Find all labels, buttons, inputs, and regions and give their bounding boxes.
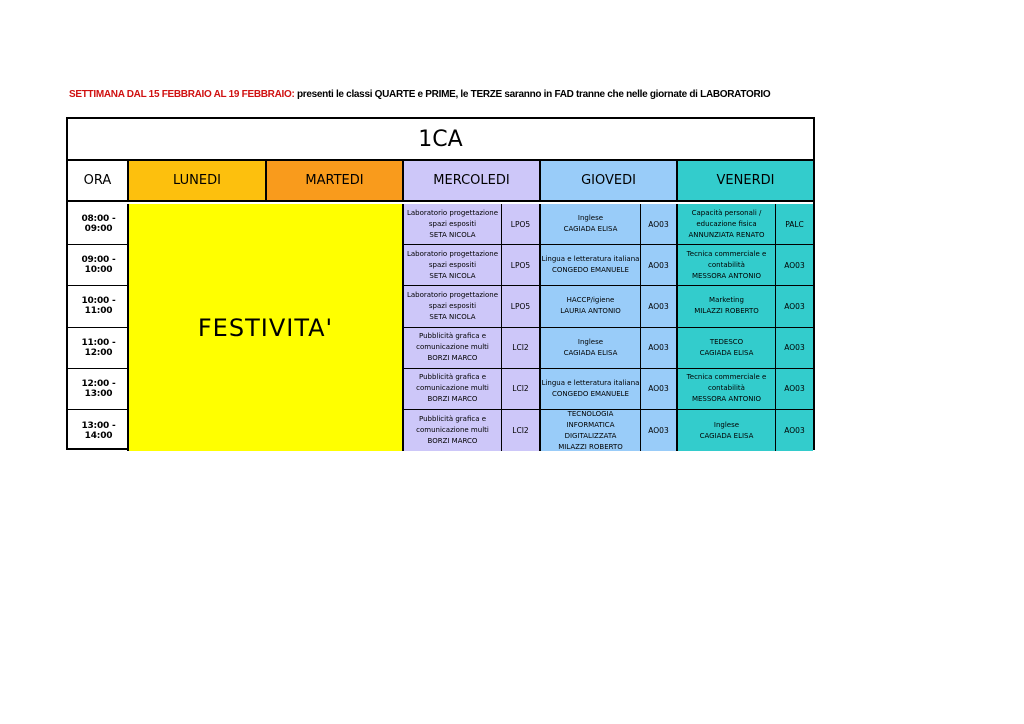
lesson-line: INFORMATICA [566, 420, 615, 429]
lesson-line: SETA NICOLA [429, 230, 476, 239]
lesson-line: Laboratorio progettazione [406, 249, 499, 258]
lesson-line: comunicazione multi [416, 343, 489, 352]
week-notice-dates: SETTIMANA DAL 15 FEBBRAIO AL 19 FEBBRAIO: [69, 89, 295, 100]
lesson-line: contabilità [708, 260, 745, 269]
lesson-line: Tecnica commerciale e [686, 373, 767, 382]
lesson-line: spazi espositi [428, 219, 477, 228]
festivita-block: FESTIVITA' [129, 204, 404, 451]
lesson-line: comunicazione multi [416, 384, 489, 393]
day-header-mercoledi: MERCOLEDI [404, 161, 541, 202]
lesson-room: AO03 [641, 369, 678, 410]
lesson-line: MESSORA ANTONIO [691, 271, 762, 280]
lesson-subject [404, 410, 502, 451]
lesson-line: Lingua e letteratura italiana [541, 378, 640, 387]
lesson-line: LAURIA ANTONIO [560, 307, 621, 316]
lesson-line: BORZI MARCO [427, 354, 478, 363]
lesson-room: LPO5 [502, 204, 541, 245]
lesson-line: MESSORA ANTONIO [691, 395, 762, 404]
lesson-room: LPO5 [502, 245, 541, 286]
day-header-giovedi: GIOVEDI [541, 161, 678, 202]
lesson-subject [678, 204, 776, 245]
lesson-line: CONGEDO EMANUELE [552, 389, 629, 398]
lesson-subject [678, 410, 776, 451]
lesson-subject [541, 245, 641, 286]
lesson-line: TEDESCO [709, 337, 744, 346]
lesson-room: LCI2 [502, 410, 541, 451]
lesson-room: AO03 [776, 410, 813, 451]
lesson-line: SETA NICOLA [429, 271, 476, 280]
lesson-line: CAGIADA ELISA [563, 348, 618, 357]
lesson-subject [541, 369, 641, 410]
week-notice-text: presenti le classi QUARTE e PRIME, le TERZE saranno in FAD tranne che nelle giornate di LABORATORIO [294, 89, 771, 100]
lesson-room: LPO5 [502, 286, 541, 327]
lesson-line: Capacità personali / [691, 208, 762, 217]
lesson-line: DIGITALIZZATA [564, 431, 617, 440]
lesson-line: CAGIADA ELISA [699, 431, 754, 440]
time-slot: 09:00 - 10:00 [68, 245, 129, 286]
lesson-room: AO03 [776, 328, 813, 369]
lesson-room: LCI2 [502, 369, 541, 410]
lesson-line: MILAZZI ROBERTO [694, 307, 759, 316]
lesson-line: TECNOLOGIA [567, 410, 614, 418]
time-slot: 11:00 - 12:00 [68, 328, 129, 369]
time-slot: 08:00 - 09:00 [68, 204, 129, 245]
lesson-room: AO03 [641, 245, 678, 286]
lesson-line: Lingua e letteratura italiana [541, 255, 640, 264]
lesson-subject [541, 286, 641, 327]
lesson-subject [404, 245, 502, 286]
lesson-line: Pubblicità grafica e [418, 332, 487, 341]
lesson-line: contabilità [708, 384, 745, 393]
lesson-room: LCI2 [502, 328, 541, 369]
lesson-room: AO03 [776, 245, 813, 286]
lesson-room: AO03 [641, 328, 678, 369]
time-slot: 13:00 - 14:00 [68, 410, 129, 451]
lesson-room: AO03 [641, 286, 678, 327]
day-header-martedi: MARTEDI [267, 161, 404, 202]
class-title: 1CA [68, 119, 813, 161]
lesson-line: SETA NICOLA [429, 312, 476, 321]
lesson-room: AO03 [776, 286, 813, 327]
lesson-subject [404, 328, 502, 369]
day-header-venerdi: VENERDI [678, 161, 813, 202]
time-slot: 10:00 - 11:00 [68, 286, 129, 327]
lesson-subject [404, 204, 502, 245]
lesson-line: Inglese [577, 337, 604, 346]
lesson-room: AO03 [641, 410, 678, 451]
day-header-lunedi: LUNEDI [129, 161, 267, 202]
lesson-line: Inglese [577, 214, 604, 223]
lesson-line: HACCP/igiene [566, 296, 615, 305]
lesson-line: comunicazione multi [416, 426, 489, 435]
lesson-line: CAGIADA ELISA [699, 348, 754, 357]
lesson-line: ANNUNZIATA RENATO [688, 230, 765, 239]
lesson-line: Laboratorio progettazione [406, 208, 499, 217]
lesson-subject [678, 286, 776, 327]
lesson-line: BORZI MARCO [427, 437, 478, 446]
lesson-subject [541, 328, 641, 369]
time-slot: 12:00 - 13:00 [68, 369, 129, 410]
lesson-room: AO03 [776, 369, 813, 410]
lesson-line: spazi espositi [428, 260, 477, 269]
lesson-line: spazi espositi [428, 301, 477, 310]
ora-header: ORA [68, 161, 129, 202]
week-notice [69, 89, 969, 100]
lesson-line: Laboratorio progettazione [406, 290, 499, 299]
lesson-line: Tecnica commerciale e [686, 249, 767, 258]
lesson-subject [541, 204, 641, 245]
lesson-subject [678, 328, 776, 369]
lesson-line: Pubblicità grafica e [418, 415, 487, 424]
lesson-subject [404, 286, 502, 327]
lesson-line: CONGEDO EMANUELE [552, 266, 629, 275]
lesson-room: AO03 [641, 204, 678, 245]
lesson-subject [541, 410, 641, 451]
lesson-subject [404, 369, 502, 410]
lesson-room: PALC [776, 204, 813, 245]
lesson-line: Inglese [713, 420, 740, 429]
timetable [66, 117, 815, 450]
lesson-line: educazione fisica [696, 219, 757, 228]
lesson-line: Pubblicità grafica e [418, 373, 487, 382]
lesson-subject [678, 369, 776, 410]
lesson-line: BORZI MARCO [427, 395, 478, 404]
lesson-line: Marketing [709, 296, 744, 305]
lesson-line: MILAZZI ROBERTO [558, 442, 623, 451]
lesson-subject [678, 245, 776, 286]
lesson-line: CAGIADA ELISA [563, 225, 618, 234]
